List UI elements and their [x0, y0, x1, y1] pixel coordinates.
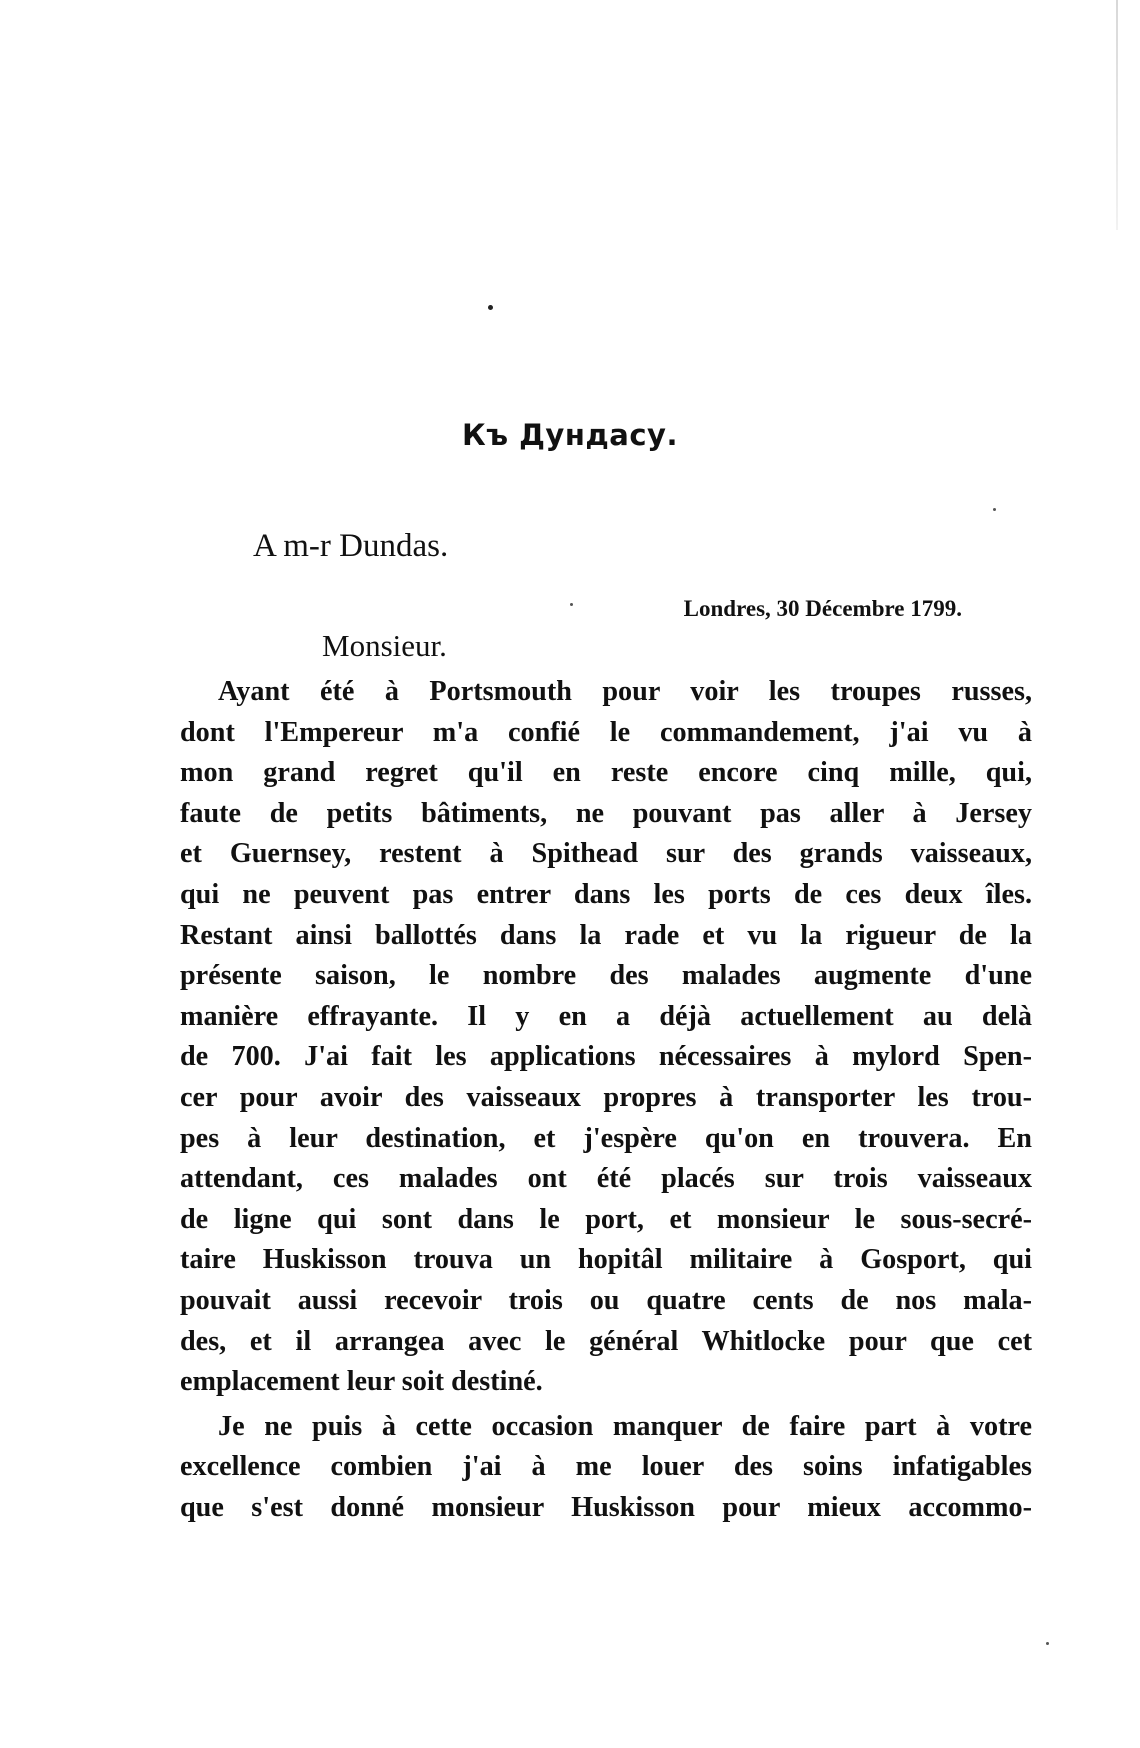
ink-speck — [570, 603, 573, 606]
text-line: que s'est donné monsieur Huskisson pour mieux accommo- — [180, 1491, 1032, 1523]
text-line: Restant ainsi ballottés dans la rade et vu la rigueur de la — [180, 919, 1032, 951]
text-line: et Guernsey, restent à Spithead sur des grands vaisseaux, — [180, 838, 1032, 870]
text-line: cer pour avoir des vaisseaux propres à transporter les trou- — [180, 1081, 1032, 1113]
text-line: Ayant été à Portsmouth pour voir les troupes russes, — [218, 676, 1032, 707]
text-line: emplacement leur soit destiné. — [180, 1366, 543, 1398]
text-line: taire Huskisson trouva un hopitâl militaire à Gosport, qui — [180, 1244, 1032, 1276]
text-line: dont l'Empereur m'a confié le commandement, j'ai vu à — [180, 716, 1032, 748]
text-line: des, et il arrangea avec le général Whitlocke pour que cet — [180, 1325, 1032, 1357]
text-line: présente saison, le nombre des malades augmente d'une — [180, 960, 1032, 992]
text-line: qui ne peuvent pas entrer dans les ports de ces deux îles. — [180, 878, 1032, 910]
paragraph-2 — [180, 1407, 1032, 1529]
dateline: Londres, 30 Décembre 1799. — [683, 596, 962, 621]
addressee-line: A m-r Dundas. — [253, 528, 449, 564]
russian-heading: Къ Дундасу. — [462, 418, 678, 452]
paragraph-1 — [180, 672, 1032, 1403]
text-line: attendant, ces malades ont été placés sur trois vaisseaux — [180, 1163, 1032, 1195]
page-edge-shadow — [1116, 0, 1118, 230]
text-line: de 700. J'ai fait les applications nécessaires à mylord Spen- — [180, 1041, 1032, 1073]
text-line: mon grand regret qu'il en reste encore cinq mille, qui, — [180, 757, 1032, 789]
text-line: de ligne qui sont dans le port, et monsieur le sous-secré- — [180, 1203, 1032, 1235]
ink-speck — [1046, 1642, 1049, 1645]
text-line: pouvait aussi recevoir trois ou quatre cents de nos mala- — [180, 1284, 1032, 1316]
text-line: pes à leur destination, et j'espère qu'on en trouvera. En — [180, 1122, 1032, 1154]
text-line: faute de petits bâtiments, ne pouvant pas aller à Jersey — [180, 797, 1032, 829]
letter-body — [180, 672, 1032, 1528]
ink-speck — [993, 508, 996, 511]
salutation: Monsieur. — [322, 628, 447, 663]
text-line: Je ne puis à cette occasion manquer de faire part à votre — [218, 1410, 1032, 1442]
text-line: excellence combien j'ai à me louer des soins infatigables — [180, 1451, 1032, 1483]
text-line: manière effrayante. Il y en a déjà actuellement au delà — [180, 1000, 1032, 1032]
ink-speck — [488, 305, 493, 310]
